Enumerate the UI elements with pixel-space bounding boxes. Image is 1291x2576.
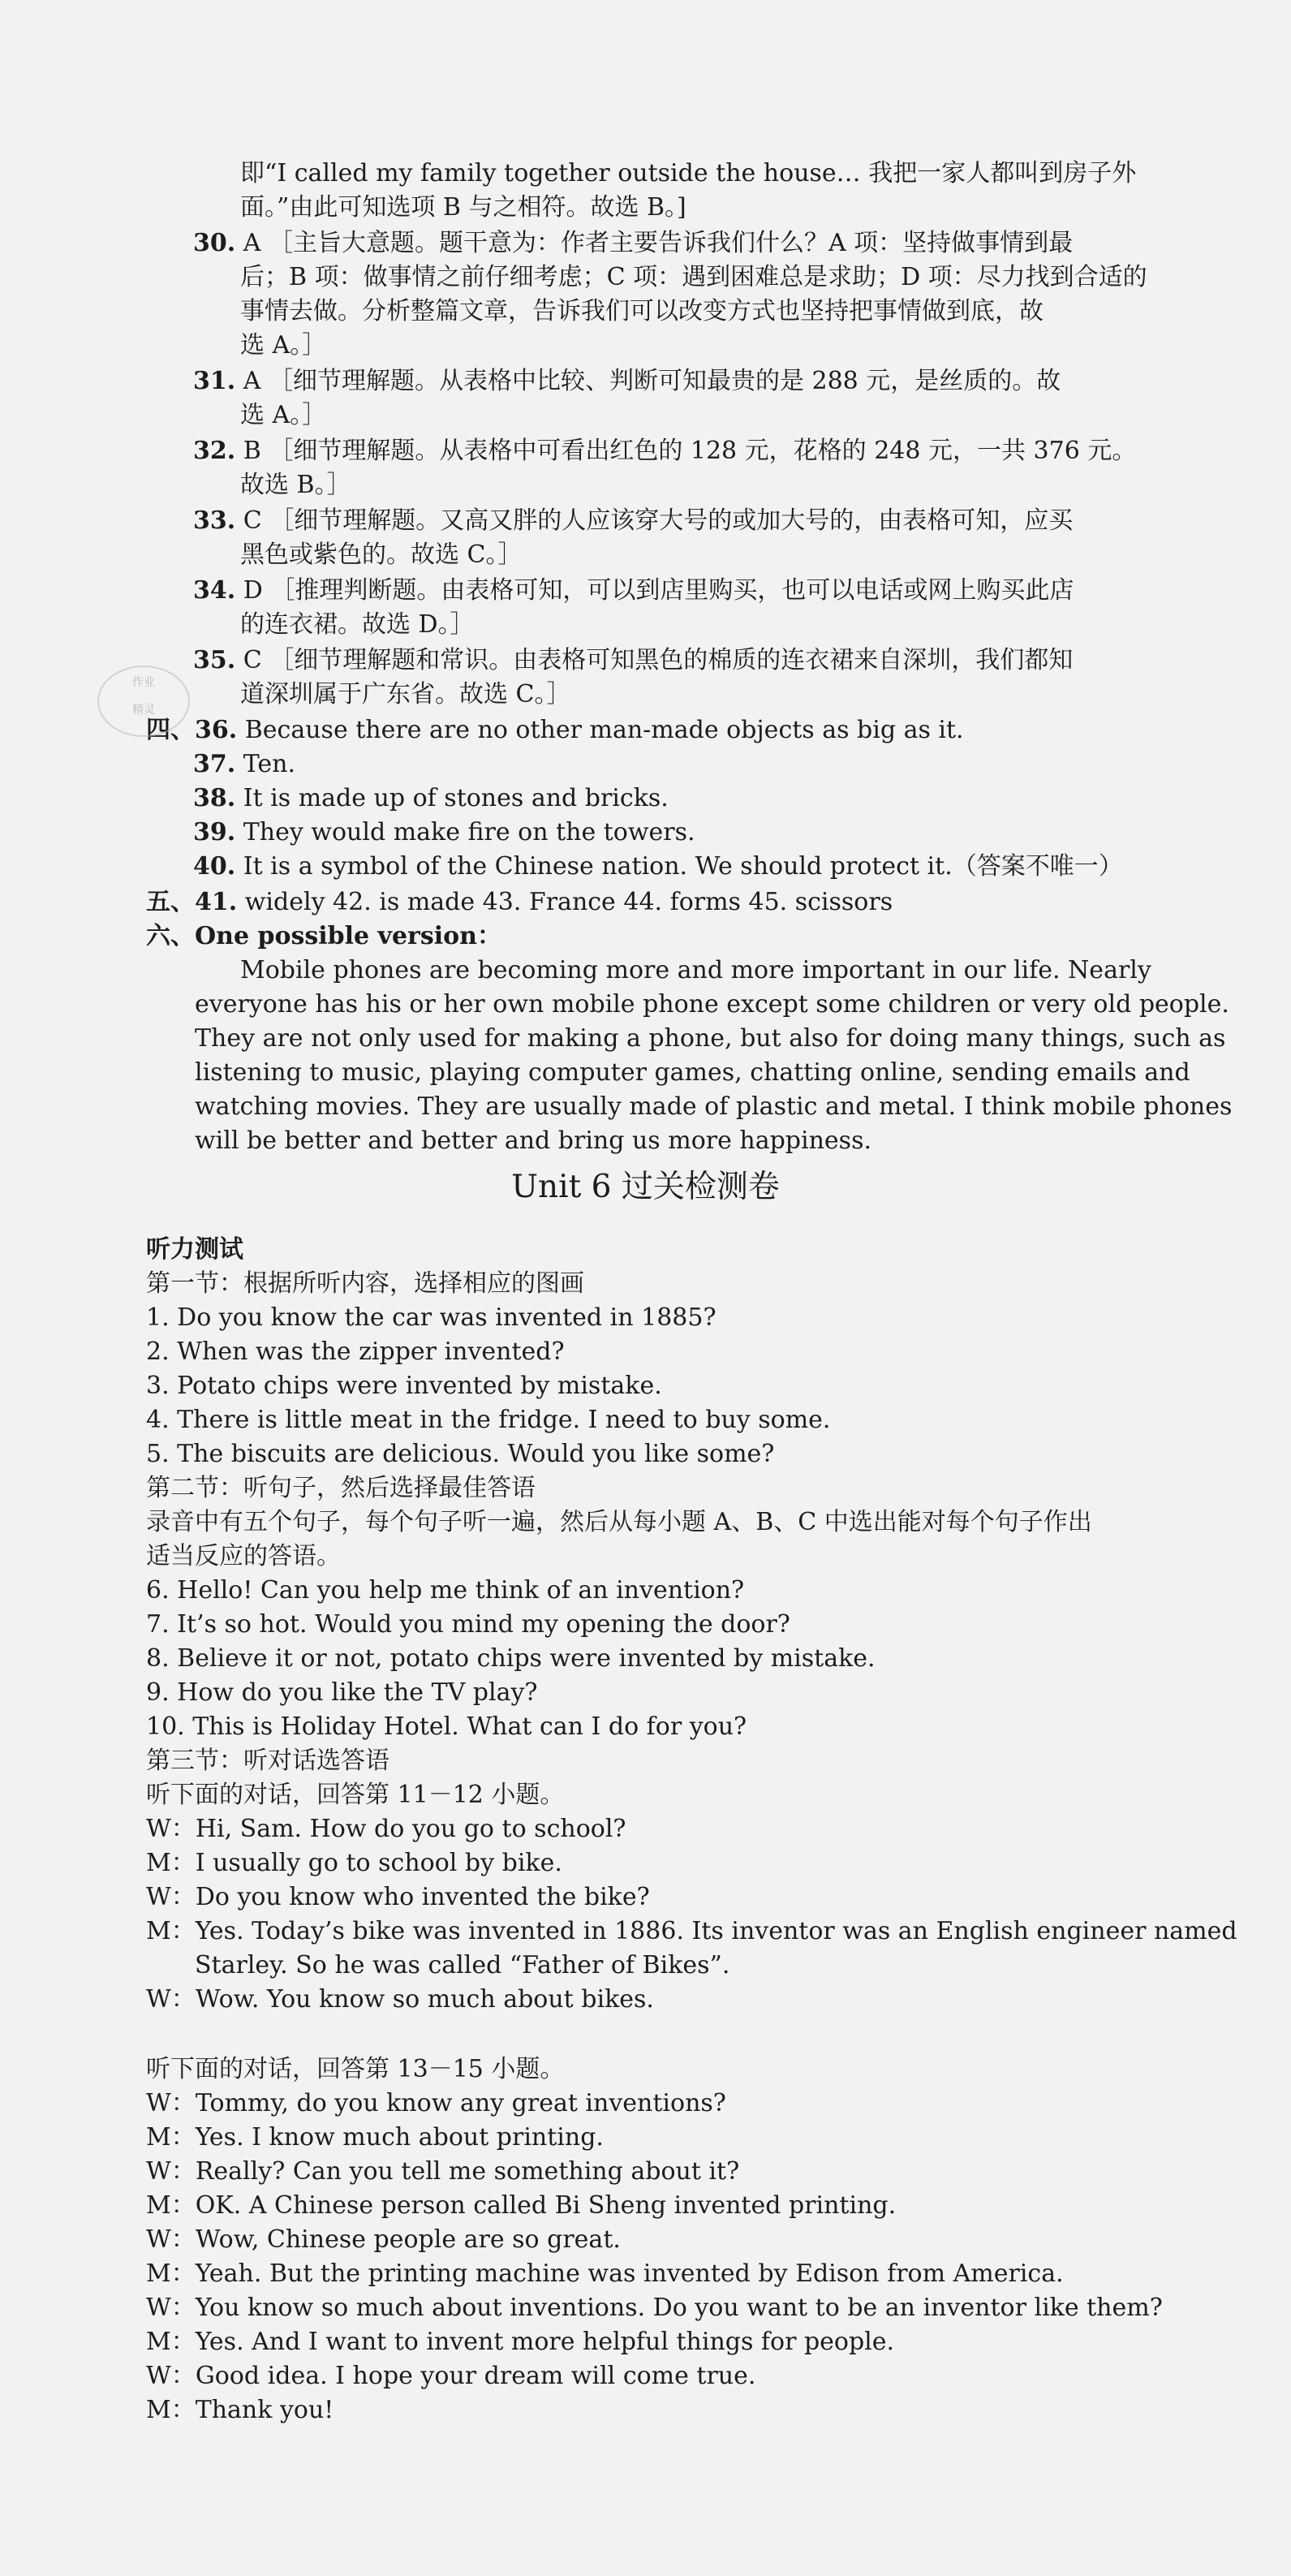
dialogue-line: W：Tommy, do you know any great inventions? (146, 2089, 726, 2117)
unit-title: Unit 6 过关检测卷 (511, 1169, 780, 1205)
listening-item-4: 4. There is little meat in the fridge. I need to buy some. (146, 1406, 831, 1434)
listening-item-9: 9. How do you like the TV play? (146, 1678, 538, 1707)
listening-item-1: 1. Do you know the car was invented in 1885? (146, 1303, 717, 1332)
dialogue-line: W：Do you know who invented the bike? (146, 1883, 650, 1911)
composition-line: watching movies. They are usually made of plastic and metal. I think mobile phones (195, 1092, 1233, 1121)
answer-item-30: 30. A ［主旨大意题。题干意为：作者主要告诉我们什么？A 项：坚持做事情到最 (193, 229, 1074, 257)
dialogue-intro: 听下面的对话，回答第 13－15 小题。 (146, 2055, 565, 2083)
text-line: 黑色或紫色的。故选 C。］ (240, 541, 523, 569)
text-line: 后；B 项：做事情之前仔细考虑；C 项：遇到困难总是求助；D 项：尽力找到合适的 (240, 263, 1147, 291)
dialogue-line: M：Yeah. But the printing machine was invented by Edison from America. (146, 2259, 1064, 2288)
answer-item-37: 37. Ten. (193, 750, 296, 778)
instruction-line: 适当反应的答语。 (146, 1542, 341, 1570)
answer-item-40: 40. It is a symbol of the Chinese nation. We should protect it.（答案不唯一） (193, 852, 1123, 881)
text-line: 的连衣裙。故选 D。］ (240, 610, 475, 639)
instruction-line: 录音中有五个句子，每个句子听一遍，然后从每小题 A、B、C 中选出能对每个句子作出 (146, 1508, 1092, 1536)
answer-item-33: 33. C ［细节理解题。又高又胖的人应该穿大号的或加大号的，由表格可知，应买 (193, 506, 1074, 535)
dialogue-line: W：Really? Can you tell me something about it? (146, 2157, 740, 2186)
composition-line: everyone has his or her own mobile phone except some children or very old people. (195, 990, 1229, 1019)
listening-item-7: 7. It’s so hot. Would you mind my opening the door? (146, 1610, 790, 1639)
listening-item-3: 3. Potato chips were invented by mistake. (146, 1372, 662, 1400)
listening-item-8: 8. Believe it or not, potato chips were invented by mistake. (146, 1644, 876, 1673)
text-line: 即“I called my family together outside the house… 我把一家人都叫到房子外 (240, 159, 1137, 187)
dialogue-line: M：Yes. And I want to invent more helpful things for people. (146, 2328, 895, 2356)
answer-item-34: 34. D ［推理判断题。由表格可知，可以到店里购买，也可以电话或网上购买此店 (193, 576, 1074, 605)
listening-item-6: 6. Hello! Can you help me think of an invention? (146, 1576, 745, 1605)
composition-line: They are not only used for making a phone, but also for doing many things, such as (195, 1024, 1226, 1053)
answer-item-38: 38. It is made up of stones and bricks. (193, 784, 669, 812)
dialogue-intro: 听下面的对话，回答第 11－12 小题。 (146, 1781, 565, 1809)
dialogue-line: Starley. So he was called “Father of Bikes”. (195, 1951, 730, 1979)
composition-line: Mobile phones are becoming more and more important in our life. Nearly (240, 956, 1151, 984)
section-subheading: 第一节：根据所听内容，选择相应的图画 (146, 1269, 584, 1298)
answer-item-36: 四、36. Because there are no other man-made objects as big as it. (146, 716, 964, 744)
dialogue-line: M：Thank you! (146, 2396, 334, 2424)
text-line: 道深圳属于广东省。故选 C。］ (240, 680, 571, 709)
stamp-seal: 作业 精灵 (97, 666, 190, 737)
answer-item-41-45: 五、41. widely 42. is made 43. France 44. forms 45. scissors (146, 888, 893, 916)
dialogue-line: W：Wow, Chinese people are so great. (146, 2225, 621, 2254)
answer-item-39: 39. They would make fire on the towers. (193, 818, 695, 846)
composition-line: will be better and better and bring us more happiness. (195, 1126, 871, 1155)
listening-item-2: 2. When was the zipper invented? (146, 1338, 565, 1366)
text-line: 故选 B。］ (240, 471, 351, 499)
text-line: 事情去做。分析整篇文章，告诉我们可以改变方式也坚持把事情做到底，故 (240, 297, 1044, 325)
answer-item-35: 35. C ［细节理解题和常识。由表格可知黑色的棉质的连衣裙来自深圳，我们都知 (193, 646, 1074, 674)
dialogue-line: M：OK. A Chinese person called Bi Sheng invented printing. (146, 2191, 897, 2220)
dialogue-line: W：Wow. You know so much about bikes. (146, 1985, 654, 2014)
answer-item-32: 32. B ［细节理解题。从表格中可看出红色的 128 元，花格的 248 元，一共 376 元。 (193, 437, 1137, 465)
dialogue-line: W：You know so much about inventions. Do you want to be an inventor like them? (146, 2294, 1163, 2322)
composition-line: listening to music, playing computer games, chatting online, sending emails and (195, 1058, 1190, 1087)
text-line: 选 A。］ (240, 401, 327, 429)
dialogue-line: W：Good idea. I hope your dream will come true. (146, 2362, 756, 2390)
section-subheading: 第二节：听句子，然后选择最佳答语 (146, 1474, 536, 1502)
section-heading: 听力测试 (146, 1235, 243, 1264)
text-line: 面。”由此可知选项 B 与之相符。故选 B。] (240, 193, 686, 222)
listening-item-10: 10. This is Holiday Hotel. What can I do for you? (146, 1712, 747, 1741)
text-line: 选 A。］ (240, 331, 327, 360)
dialogue-line: W：Hi, Sam. How do you go to school? (146, 1815, 626, 1843)
dialogue-line: M：I usually go to school by bike. (146, 1849, 562, 1877)
dialogue-line: M：Yes. Today’s bike was invented in 1886. Its inventor was an English engineer named (146, 1917, 1237, 1945)
listening-item-5: 5. The biscuits are delicious. Would you like some? (146, 1440, 775, 1468)
composition-heading: 六、One possible version： (146, 922, 501, 950)
dialogue-line: M：Yes. I know much about printing. (146, 2123, 604, 2152)
answer-item-31: 31. A ［细节理解题。从表格中比较、判断可知最贵的是 288 元，是丝质的。故 (193, 367, 1061, 395)
section-subheading: 第三节：听对话选答语 (146, 1747, 389, 1775)
